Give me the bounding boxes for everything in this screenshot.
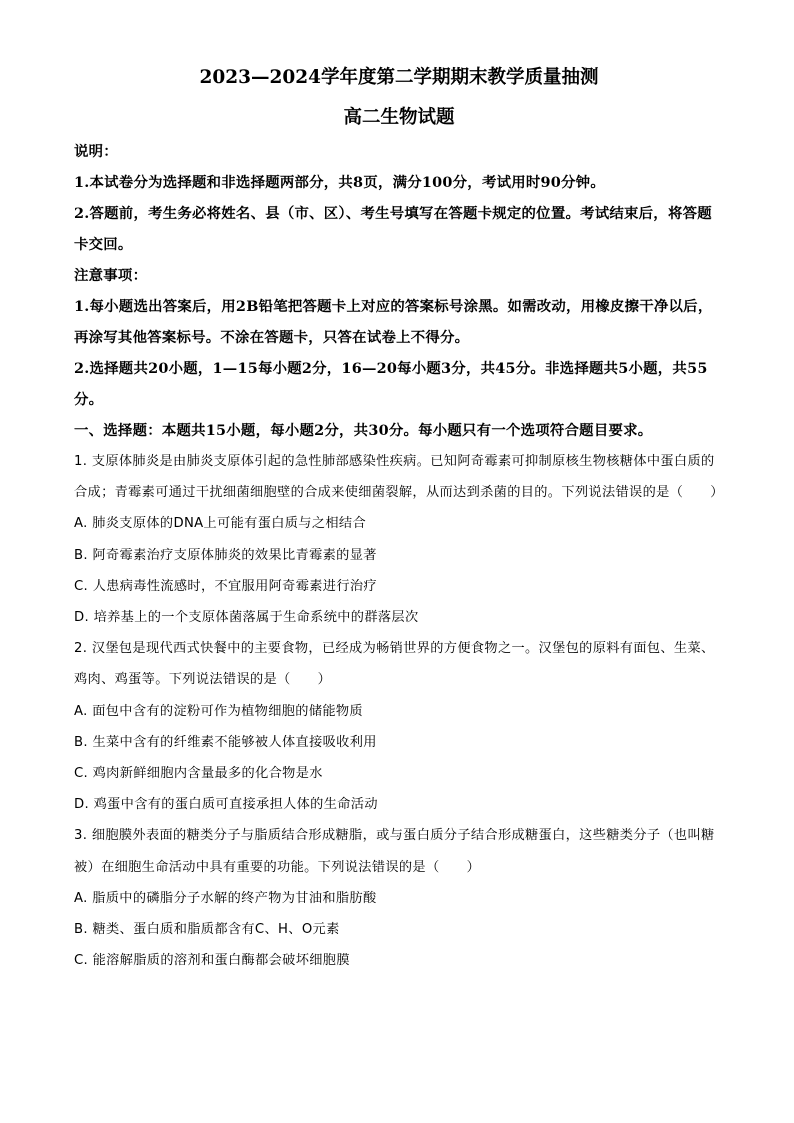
- question-3: [74, 820, 724, 976]
- question-option: A. 脂质中的磷脂分子水解的终产物为甘油和脂肪酸: [74, 890, 377, 906]
- notes-heading: 注意事项：: [74, 267, 148, 284]
- note-item: 1.每小题选出答案后，用2B铅笔把答题卡上对应的答案标号涂黑。如需改动，用橡皮擦干净以后，再涂写其他答案标号。不涂在答题卡，只答在试卷上不得分。: [74, 298, 713, 346]
- instruction-item: 2.答题前，考生务必将姓名、县（市、区）、考生号填写在答题卡规定的位置。考试结束后，将答题卡交回。: [74, 205, 712, 253]
- question-option: C. 能溶解脂质的溶剂和蛋白酶都会破坏细胞膜: [74, 953, 350, 969]
- question-option: A. 肺炎支原体的DNA上可能有蛋白质与之相结合: [74, 516, 366, 532]
- question-1: [74, 446, 724, 633]
- question-option: B. 生菜中含有的纤维素不能够被人体直接吸收利用: [74, 734, 377, 750]
- question-option: C. 人患病毒性流感时，不宜服用阿奇霉素进行治疗: [74, 578, 377, 594]
- instructions-heading: 说明：: [74, 143, 118, 160]
- question-option: B. 糖类、蛋白质和脂质都含有C、H、O元素: [74, 922, 340, 938]
- question-stem: 3. 细胞膜外表面的糖类分子与脂质结合形成糖脂，或与蛋白质分子结合形成糖蛋白，这些糖类分子（也叫糖被）在细胞生命活动中具有重要的功能。下列说法错误的是（ ）: [74, 828, 715, 875]
- question-2: [74, 633, 724, 820]
- note-item: 2.选择题共20小题，1—15每小题2分，16—20每小题3分，共45分。非选择题共5小题，共55分。: [74, 360, 708, 408]
- exam-title: 2023—2024学年度第二学期期末教学质量抽测: [199, 67, 599, 88]
- question-option: A. 面包中含有的淀粉可作为植物细胞的储能物质: [74, 703, 363, 719]
- question-stem: 2. 汉堡包是现代西式快餐中的主要食物，已经成为畅销世界的方便食物之一。汉堡包的原料有面包、生菜、鸡肉、鸡蛋等。下列说法错误的是（ ）: [74, 641, 715, 688]
- question-option: B. 阿奇霉素治疗支原体肺炎的效果比青霉素的显著: [74, 547, 377, 563]
- question-option: D. 鸡蛋中含有的蛋白质可直接承担人体的生命活动: [74, 797, 378, 813]
- exam-page: [74, 66, 724, 976]
- question-option: D. 培养基上的一个支原体菌落属于生命系统中的群落层次: [74, 610, 419, 626]
- instruction-item: 1.本试卷分为选择题和非选择题两部分，共8页，满分100分，考试用时90分钟。: [74, 174, 605, 191]
- exam-subtitle: 高二生物试题: [343, 107, 455, 128]
- question-stem: 1. 支原体肺炎是由肺炎支原体引起的急性肺部感染性疾病。已知阿奇霉素可抑制原核生物核糖体中蛋白质的合成；青霉素可通过干扰细菌细胞壁的合成来使细菌裂解，从而达到杀菌的目的。下列说法错误的是（ ）: [74, 454, 724, 501]
- question-option: C. 鸡肉新鲜细胞内含量最多的化合物是水: [74, 766, 323, 782]
- section-heading: 一、选择题：本题共15小题，每小题2分，共30分。每小题只有一个选项符合题目要求。: [74, 422, 653, 439]
